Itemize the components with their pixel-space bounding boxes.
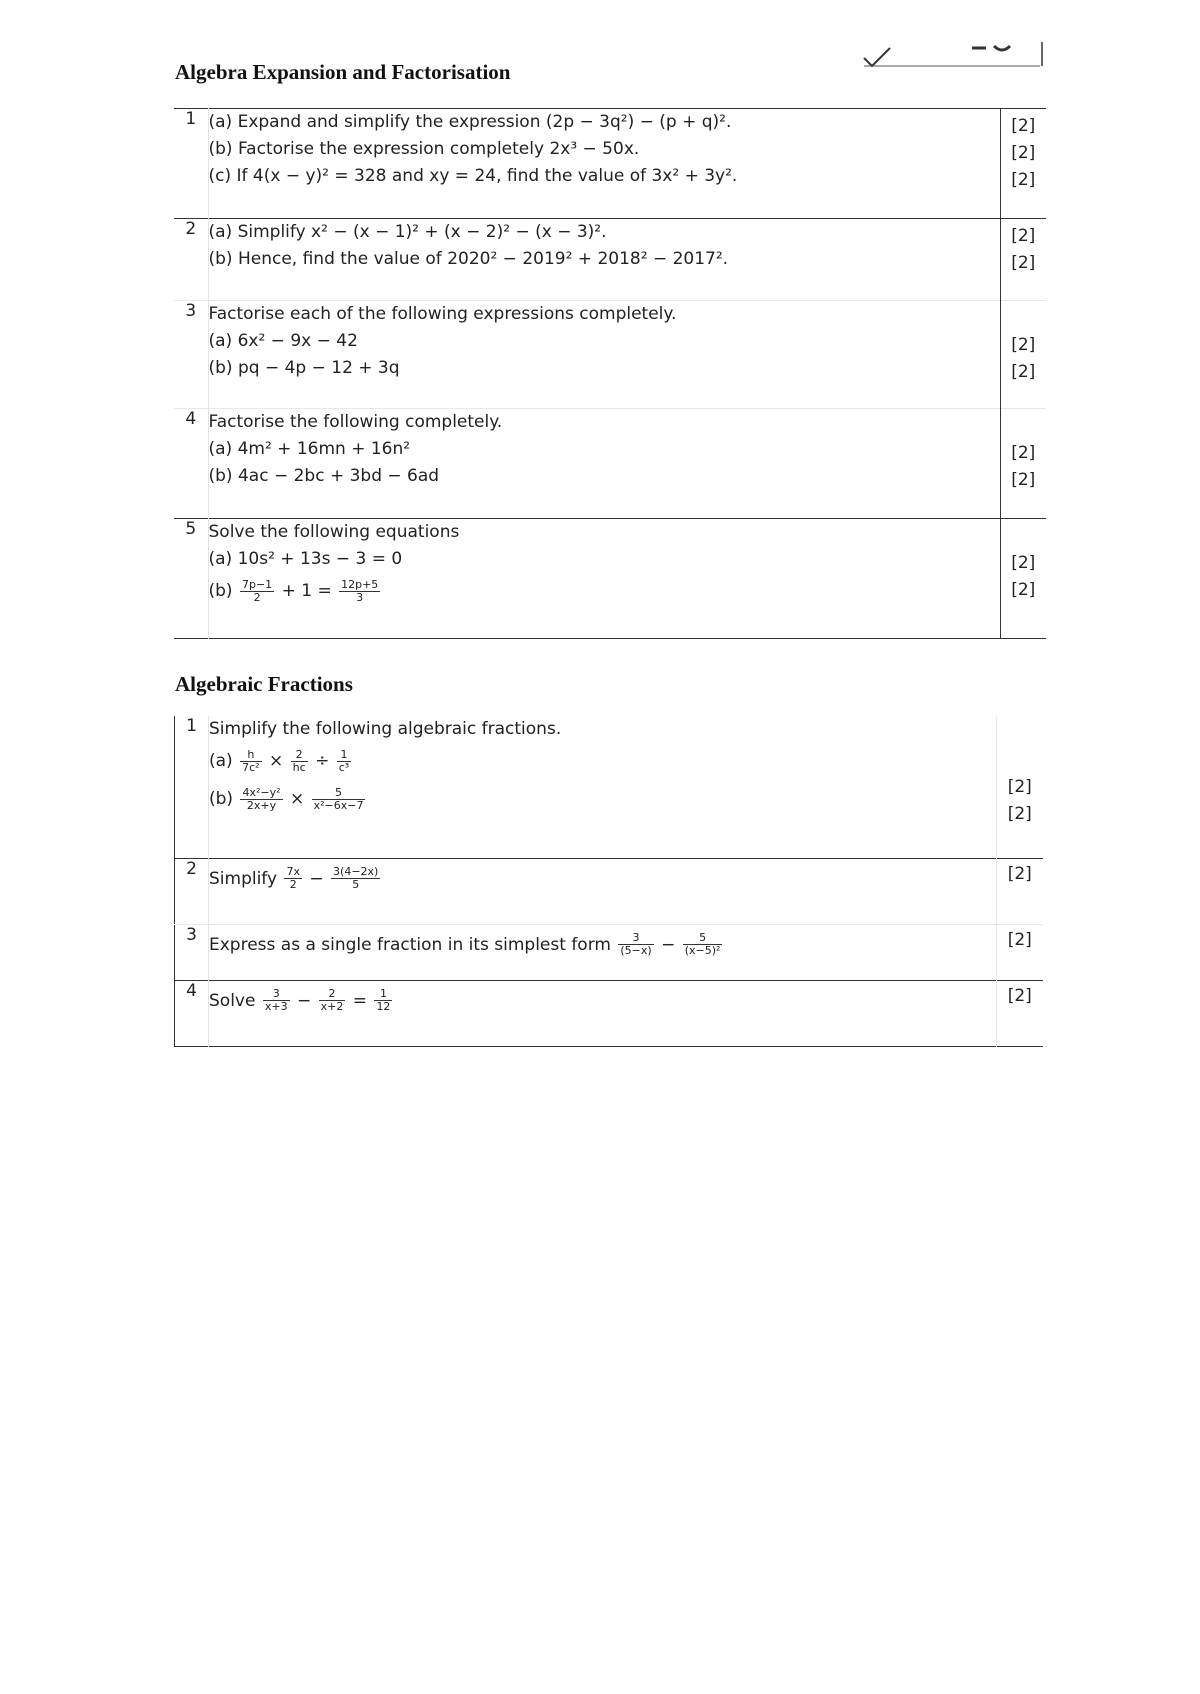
- marks-label: [2]: [1011, 580, 1036, 600]
- marks-label: [2]: [1007, 985, 1032, 1006]
- denominator: 7c²: [242, 760, 260, 774]
- numerator: 5: [683, 932, 723, 945]
- numerator: 3: [263, 988, 290, 1001]
- denominator: hc: [292, 760, 306, 774]
- question-part-a: (a) 10s² + 13s − 3 = 0: [208, 549, 403, 569]
- question-number: 2: [175, 858, 209, 924]
- question-row: [174, 519, 1046, 639]
- fraction: [337, 749, 351, 774]
- operator: ÷: [315, 751, 330, 771]
- question-row: [175, 716, 1043, 858]
- marks-label: [2]: [1011, 443, 1036, 463]
- operator: −: [661, 934, 676, 955]
- question-label: Solve: [209, 990, 256, 1011]
- marks-label: [2]: [1011, 226, 1036, 246]
- question-number: 2: [174, 219, 208, 301]
- question-number: 3: [175, 924, 209, 980]
- question-part-b: (b) 4ac − 2bc + 3bd − 6ad: [208, 466, 440, 486]
- question-number: 1: [175, 716, 209, 858]
- fraction: [618, 932, 653, 957]
- numerator: 3(4−2x): [333, 865, 379, 878]
- marks-label: [2]: [1007, 777, 1032, 797]
- question-row: [175, 980, 1043, 1046]
- question-number: 4: [174, 409, 208, 519]
- part-label: (b): [208, 581, 233, 601]
- marks-label: [2]: [1011, 116, 1036, 136]
- fraction: [240, 579, 274, 604]
- question-row: [174, 409, 1046, 519]
- question-text: [209, 981, 996, 1021]
- marks-label: [2]: [1007, 863, 1032, 884]
- fraction: [683, 932, 723, 957]
- question-number: 4: [175, 980, 209, 1046]
- operator: =: [352, 990, 368, 1011]
- fraction: [339, 579, 380, 604]
- part-label: (a): [209, 751, 233, 771]
- operator: ×: [289, 789, 305, 809]
- fraction: [263, 988, 290, 1013]
- question-part-a: (a) 4m² + 16mn + 16n²: [208, 439, 411, 459]
- question-stem: Simplify the following algebraic fractions.: [209, 719, 562, 739]
- question-part-b: [209, 779, 996, 819]
- numerator: 1: [337, 749, 351, 762]
- marks-label: [2]: [1007, 804, 1032, 824]
- question-row: [175, 858, 1043, 924]
- handwritten-mark: [860, 38, 1046, 68]
- fraction: [240, 787, 282, 812]
- denominator: 12: [376, 1000, 391, 1013]
- marks-label: [2]: [1011, 553, 1036, 573]
- denominator: 3: [356, 590, 364, 604]
- numerator: 7x: [286, 865, 300, 878]
- numerator: 2: [291, 749, 308, 762]
- fraction: [374, 988, 392, 1013]
- fraction: [319, 988, 346, 1013]
- operator: ×: [268, 751, 284, 771]
- question-part-b: (b) pq − 4p − 12 + 3q: [208, 358, 400, 378]
- marks-label: [2]: [1011, 143, 1036, 163]
- denominator: x²−6x−7: [313, 798, 364, 812]
- marks-label: [2]: [1007, 929, 1032, 950]
- question-number: 5: [174, 519, 208, 639]
- question-number: 1: [174, 109, 208, 219]
- question-part-b: [209, 573, 1000, 609]
- operator: + 1 =: [281, 581, 332, 601]
- fraction: [240, 749, 261, 774]
- denominator: 2x+y: [246, 798, 277, 812]
- denominator: 2: [289, 878, 297, 891]
- question-label: Express as a single fraction in its simplest form: [209, 934, 611, 955]
- question-part-a: (a) 6x² − 9x − 42: [208, 331, 358, 351]
- operator: −: [296, 990, 312, 1011]
- question-part-a: [209, 743, 996, 779]
- question-text: [209, 859, 996, 899]
- numerator: 3: [618, 932, 653, 945]
- question-stem: Factorise each of the following expressions completely.: [208, 304, 677, 324]
- denominator: x+3: [264, 1000, 288, 1013]
- fraction: [331, 866, 380, 891]
- question-stem: Factorise the following completely.: [208, 412, 503, 432]
- question-part-a: (a) Simplify x² − (x − 1)² + (x − 2)² − (x − 3)².: [208, 222, 607, 242]
- numerator: 7p−1: [241, 577, 273, 591]
- question-row: [174, 219, 1046, 301]
- numerator: h: [240, 749, 261, 762]
- marks-label: [2]: [1011, 470, 1036, 490]
- denominator: (5−x): [620, 944, 652, 957]
- fraction: [312, 787, 366, 812]
- question-part-a: (a) Expand and simplify the expression (2p − 3q²) − (p + q)².: [208, 112, 732, 132]
- marks-label: [2]: [1011, 362, 1036, 382]
- marks-label: [2]: [1011, 253, 1036, 273]
- denominator: (x−5)²: [684, 944, 721, 957]
- fractions-question-table: [174, 716, 1043, 1047]
- section-title-fractions: Algebraic Fractions: [175, 672, 353, 696]
- question-text: [209, 925, 996, 965]
- question-part-c: (c) If 4(x − y)² = 328 and xy = 24, find the value of 3x² + 3y².: [208, 166, 738, 186]
- fraction: [284, 866, 302, 891]
- part-label: (b): [209, 789, 234, 809]
- denominator: 5: [352, 878, 360, 891]
- question-stem: Solve the following equations: [208, 522, 460, 542]
- numerator: 1: [374, 988, 392, 1001]
- section-title-expansion: Algebra Expansion and Factorisation: [175, 60, 511, 84]
- denominator: x+2: [320, 1000, 344, 1013]
- denominator: 2: [253, 590, 261, 604]
- numerator: 2: [319, 988, 346, 1001]
- question-row: [174, 301, 1046, 409]
- marks-label: [2]: [1011, 335, 1036, 355]
- fraction: [291, 749, 308, 774]
- question-row: [174, 109, 1046, 219]
- denominator: c³: [338, 760, 350, 774]
- operator: −: [309, 868, 324, 889]
- numerator: 5: [312, 787, 366, 800]
- numerator: 4x²−y²: [242, 785, 281, 799]
- question-part-b: (b) Hence, find the value of 2020² − 2019² + 2018² − 2017².: [208, 249, 729, 269]
- expansion-question-table: [174, 108, 1046, 639]
- question-row: [175, 924, 1043, 980]
- numerator: 12p+5: [341, 577, 379, 591]
- marks-label: [2]: [1011, 170, 1036, 190]
- question-number: 3: [174, 301, 208, 409]
- question-label: Simplify: [209, 868, 278, 889]
- question-part-b: (b) Factorise the expression completely 2x³ − 50x.: [208, 139, 640, 159]
